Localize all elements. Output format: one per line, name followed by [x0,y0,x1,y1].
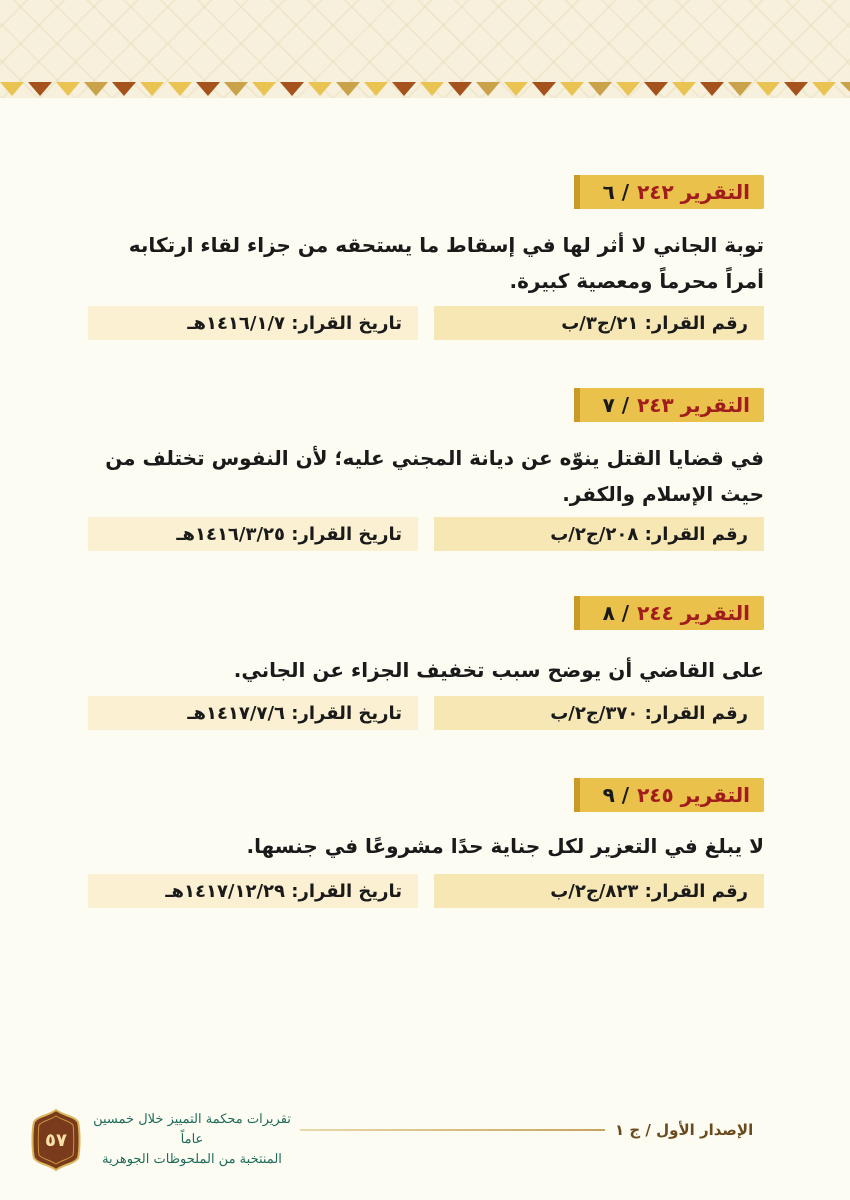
decision-meta-row [88,696,764,730]
page-number: ٥٧ [45,1129,67,1151]
decision-number: رقم القرار: ٢١/ج٣/ب [434,306,764,340]
decision-date: تاريخ القرار: ١٤١٧/٧/٦هـ [88,696,418,730]
report-heading-label: التقرير ٢٤٢ [637,180,750,204]
triangle-border-icon [0,76,850,98]
report-text: توبة الجاني لا أثر لها في إسقاط ما يستحقه من جزاء لقاء ارتكابه أمراً محرماً ومعصية كبيرة. [128,233,764,293]
footer-book-title [92,1110,292,1170]
report-heading-number: / ٩ [602,783,630,807]
report-heading-number: / ٦ [602,180,630,204]
decision-meta-row [88,306,764,340]
report-heading [574,596,764,630]
report-heading-label: التقرير ٢٤٤ [637,601,750,625]
decision-date: تاريخ القرار: ١٤١٦/٣/٢٥هـ [88,517,418,551]
report-text: على القاضي أن يوضح سبب تخفيف الجزاء عن الجاني. [233,658,764,682]
report-heading-label: التقرير ٢٤٣ [637,393,750,417]
footer-volume: الإصدار الأول / ج ١ [605,1117,763,1143]
report-heading-label: التقرير ٢٤٥ [637,783,750,807]
footer-book-title-line2: المنتخبة من الملحوظات الجوهرية [102,1152,282,1167]
report-heading [574,388,764,422]
decorative-header-band [0,0,850,98]
page-number-badge [30,1108,82,1176]
decision-number: رقم القرار: ٣٧٠/ج٢/ب [434,696,764,730]
report-heading [574,778,764,812]
decision-number: رقم القرار: ٢٠٨/ج٢/ب [434,517,764,551]
report-text: لا يبلغ في التعزير لكل جناية حدًا مشروعًا في جنسها. [246,834,764,858]
report-heading-number: / ٧ [602,393,630,417]
footer-book-title-line1: تقريرات محكمة التمييز خلال خمسين عاماً [93,1112,291,1147]
report-heading-number: / ٨ [602,601,630,625]
decision-number: رقم القرار: ٨٢٣/ج٢/ب [434,874,764,908]
report-heading [574,175,764,209]
decision-meta-row [88,874,764,908]
decision-date: تاريخ القرار: ١٤١٧/١٢/٢٩هـ [88,874,418,908]
report-text: في قضايا القتل ينوّه عن ديانة المجني عليه؛ لأن النفوس تختلف من حيث الإسلام والكفر. [105,446,764,506]
decision-meta-row [88,517,764,551]
decision-date: تاريخ القرار: ١٤١٦/١/٧هـ [88,306,418,340]
